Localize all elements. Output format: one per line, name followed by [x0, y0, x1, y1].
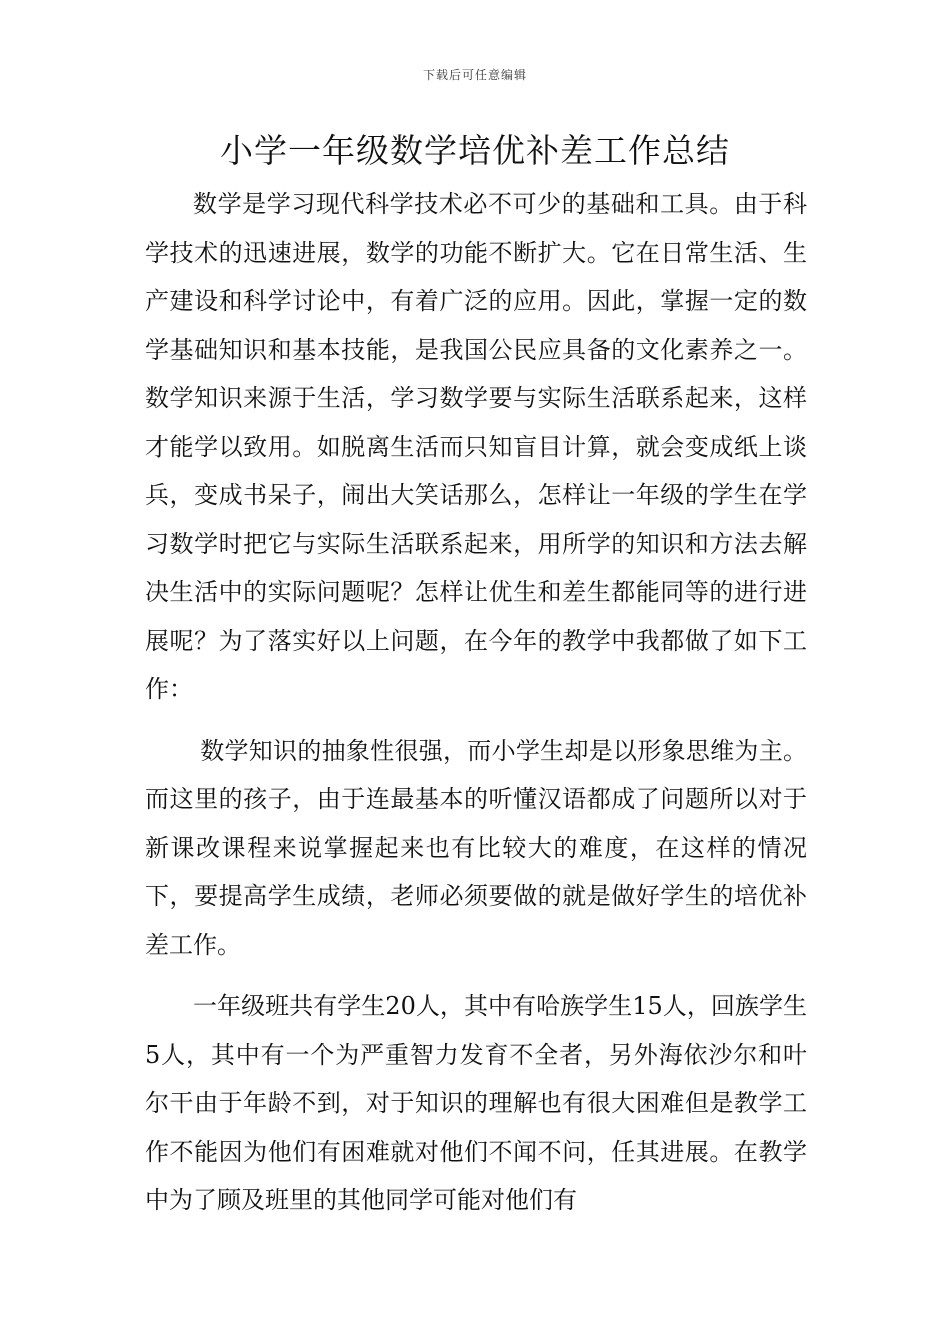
document-title: 小学一年级数学培优补差工作总结: [220, 131, 730, 170]
paragraph-2: 数学知识的抽象性很强，而小学生却是以形象思维为主。而这里的孩子，由于连最基本的听懂汉语都成了问题所以对于新课改课程来说掌握起来也有比较大的难度，在这样的情况下，要提高学生成绩，老师必须要做的就是做好学生的培优补差工作。: [145, 736, 807, 959]
header-note: 下载后可任意编辑: [422, 68, 527, 82]
document-body: [145, 180, 807, 1238]
paragraph-1: 数学是学习现代科学技术必不可少的基础和工具。由于科学技术的迅速进展，数学的功能不断扩大。它在日常生活、生产建设和科学讨论中，有着广泛的应用。因此，掌握一定的数学基础知识和基本技能，是我国公民应具备的文化素养之一。数学知识来源于生活，学习数学要与实际生活联系起来，这样才能学以致用。如脱离生活而只知盲目计算，就会变成纸上谈兵，变成书呆子，闹出大笑话那么，怎样让一年级的学生在学习数学时把它与实际生活联系起来，用所学的知识和方法去解决生活中的实际问题呢？怎样让优生和差生都能同等的进行进展呢？为了落实好以上问题，在今年的教学中我都做了如下工作：: [145, 190, 807, 703]
paragraph-3: 一年级班共有学生20人，其中有哈族学生15人，回族学生5人，其中有一个为严重智力发育不全者，另外海依沙尔和叶尔干由于年龄不到，对于知识的理解也有很大困难但是教学工作不能因为他们有困难就对他们不闻不问，任其进展。在教学中为了顾及班里的其他同学可能对他们有: [145, 992, 807, 1214]
